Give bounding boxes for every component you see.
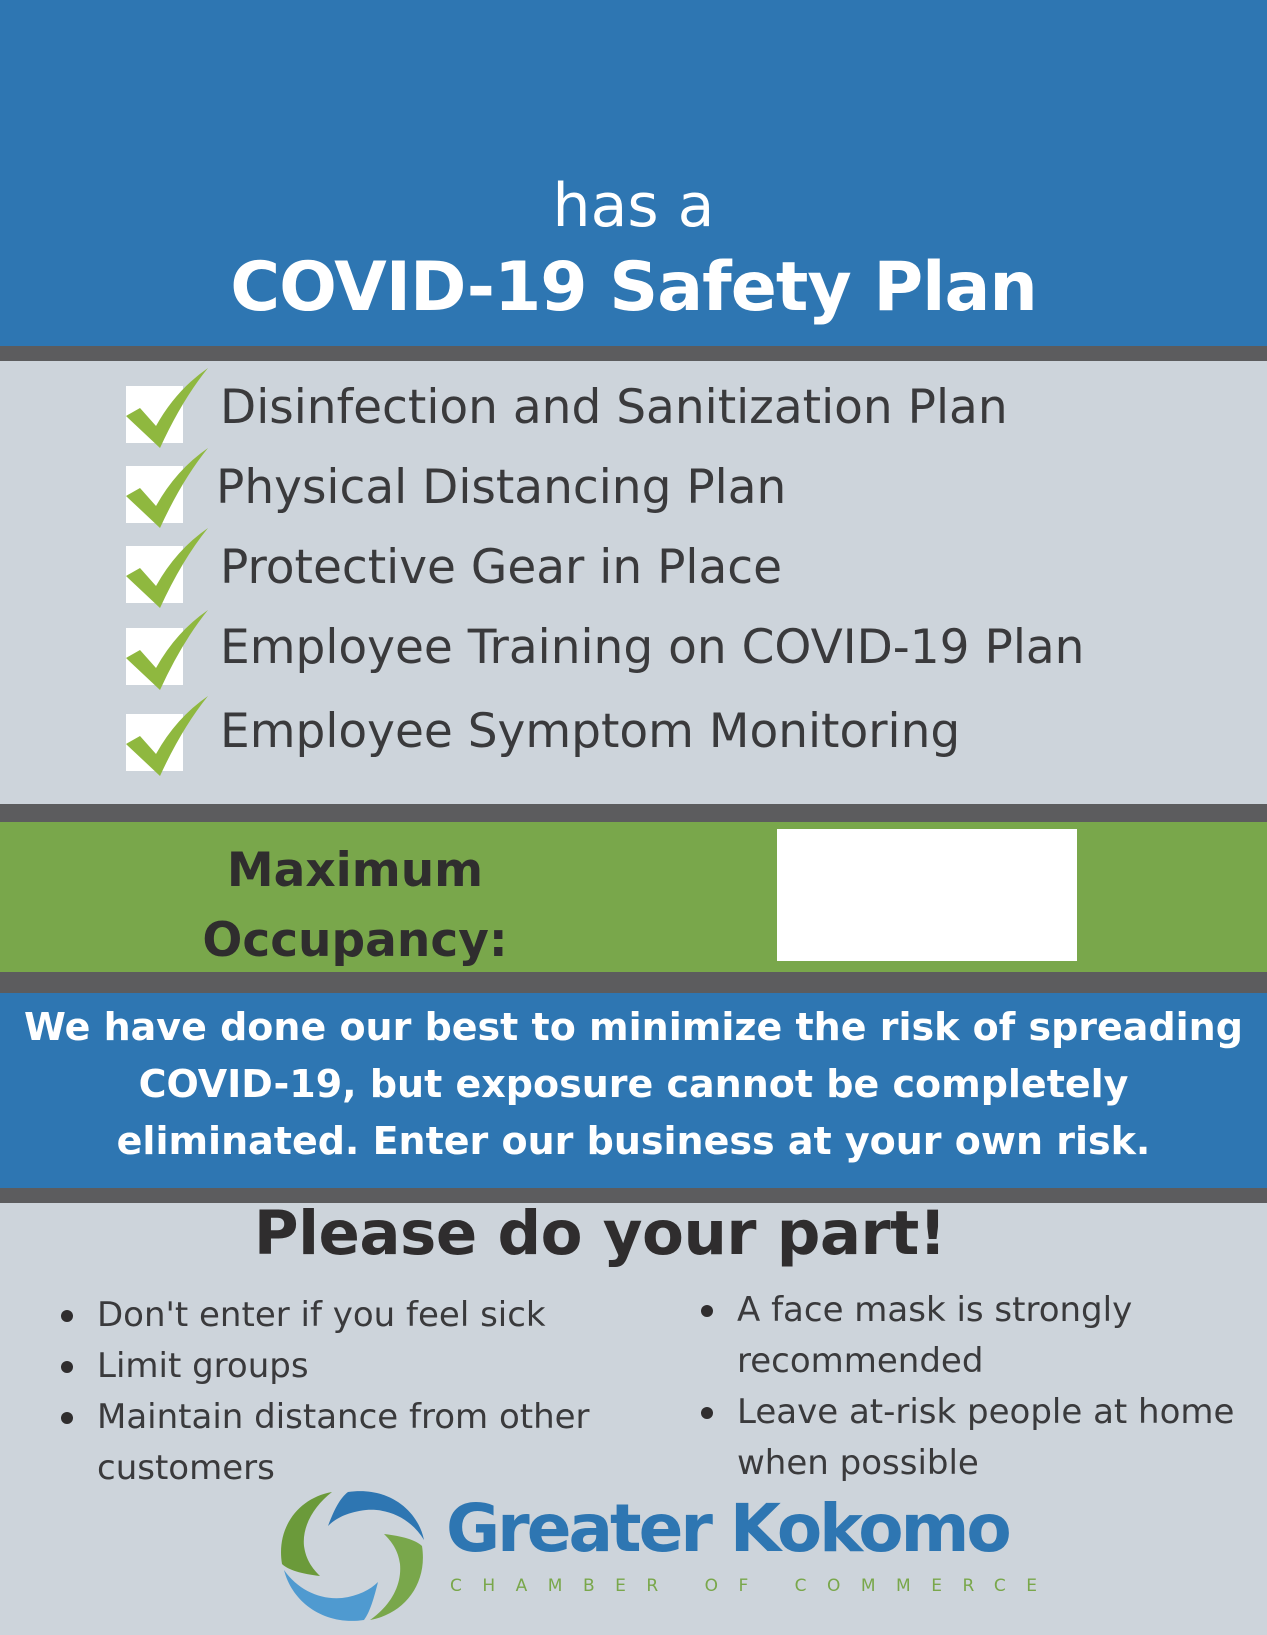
max-occupancy-input[interactable] xyxy=(777,829,1077,961)
list-item-text: A face mask is strongly recommended xyxy=(737,1290,1133,1381)
checklist-label: Employee Training on COVID-19 Plan xyxy=(220,620,1085,675)
list-item-text: Leave at-risk people at home when possible xyxy=(737,1392,1235,1483)
checkmark-icon xyxy=(124,692,210,774)
list-item xyxy=(97,1392,657,1494)
checkmark-icon xyxy=(124,524,210,606)
list-item xyxy=(737,1285,1257,1387)
list-item-text: Don't enter if you feel sick xyxy=(97,1295,546,1335)
list-item xyxy=(97,1341,657,1392)
divider-bar xyxy=(0,972,1267,993)
list-item-text: Maintain distance from other customers xyxy=(97,1397,590,1488)
poster-title: COVID-19 Safety Plan xyxy=(230,248,1037,327)
occupancy-label-line2: Occupancy: xyxy=(202,913,508,968)
bullet-icon xyxy=(701,1407,713,1419)
risk-warning-text: We have done our best to minimize the risk of spreading COVID-19, but exposure cannot be completely eliminated. Enter our business at your own risk. xyxy=(24,1005,1243,1163)
guidelines-list-left xyxy=(97,1290,657,1494)
list-item-text: Limit groups xyxy=(97,1346,309,1386)
checkmark-icon xyxy=(124,606,210,688)
list-item xyxy=(737,1387,1257,1489)
swirl-logo-icon xyxy=(278,1488,426,1622)
poster-header xyxy=(0,0,1267,346)
checklist-item xyxy=(124,692,1224,772)
divider-bar xyxy=(0,804,1267,822)
checklist-label: Physical Distancing Plan xyxy=(216,460,787,515)
checklist-item xyxy=(124,524,1224,604)
checkmark-icon xyxy=(124,364,210,446)
occupancy-label xyxy=(150,836,560,976)
bullet-icon xyxy=(61,1412,73,1424)
checklist-item xyxy=(124,606,1224,686)
do-your-part-title: Please do your part! xyxy=(253,1198,947,1269)
logo-name: Greater Kokomo xyxy=(446,1490,1009,1567)
list-item xyxy=(97,1290,657,1341)
bullet-icon xyxy=(701,1305,713,1317)
checklist-item xyxy=(124,444,1224,524)
header-subtitle: has a xyxy=(552,171,715,241)
checkmark-icon xyxy=(124,444,210,526)
risk-warning-section xyxy=(0,993,1267,1188)
occupancy-section xyxy=(0,822,1267,972)
occupancy-label-line1: Maximum xyxy=(226,843,484,898)
chamber-logo xyxy=(278,1488,1058,1618)
bullet-icon xyxy=(61,1310,73,1322)
checklist-item xyxy=(124,364,1224,444)
bullet-icon xyxy=(61,1361,73,1373)
guidelines-list-right xyxy=(737,1285,1257,1489)
checklist-label: Employee Symptom Monitoring xyxy=(220,704,961,759)
checklist-label: Protective Gear in Place xyxy=(220,540,783,595)
checklist-label: Disinfection and Sanitization Plan xyxy=(220,380,1008,435)
logo-tagline: CHAMBER OF COMMERCE xyxy=(450,1576,1058,1596)
divider-bar xyxy=(0,346,1267,361)
